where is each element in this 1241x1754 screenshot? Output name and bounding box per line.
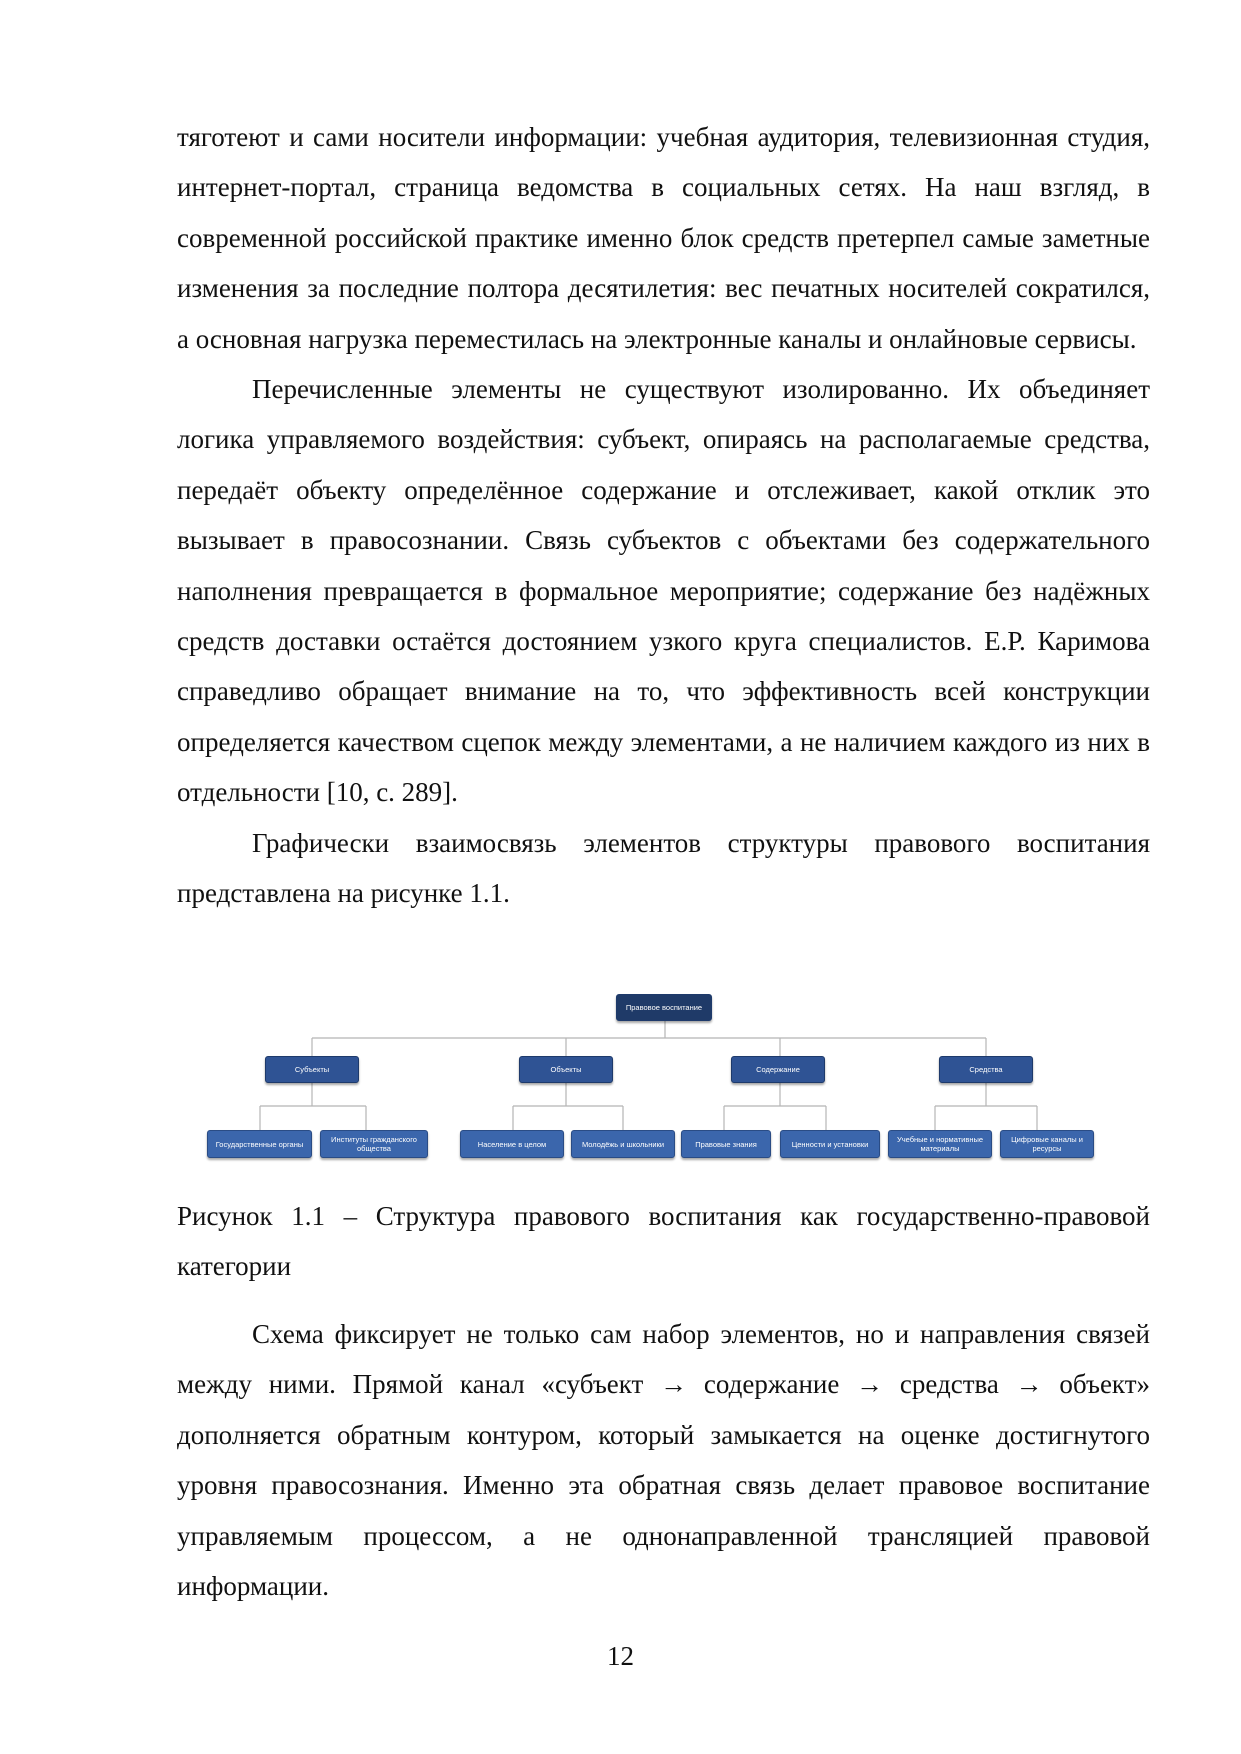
figure-caption: Рисунок 1.1 – Структура правового воспитания как государственно-правовой категории xyxy=(177,1201,1150,1281)
body-text-top xyxy=(177,112,1150,919)
diagram-node-means: Средства xyxy=(939,1056,1033,1083)
diagram-leaf-node: Ценности и установки xyxy=(780,1130,880,1158)
diagram-leaf-node: Институты гражданского общества xyxy=(320,1130,428,1158)
diagram-leaf-node: Правовые знания xyxy=(681,1130,771,1158)
diagram-leaf-node: Учебные и нормативные материалы xyxy=(888,1130,992,1158)
paragraph: Графически взаимосвязь элементов структуры правового воспитания представлена на рисунке 1.1. xyxy=(177,827,1150,909)
body-text-bottom xyxy=(177,1309,1150,1611)
paragraph: тяготеют и сами носители информации: учебная аудитория, телевизионная студия, интернет-портал, страница ведомства в социальных сетях. На наш взгляд, в современной российской практике именно блок средств претерпел самые заметные изменения за последние полтора десятилетия: вес печатных носителей сократился, а основная нагрузка переместилась на электронные каналы и онлайновые сервисы. xyxy=(177,122,1150,354)
diagram-root-node: Правовое воспитание xyxy=(616,994,712,1021)
paragraph: Схема фиксирует не только сам набор элементов, но и направления связей между ними. Прямой канал «субъект → содержание → средства → объект» дополняется обратным контуром, который замыкается на оценке достигнутого уровня правосознания. Именно эта обратная связь делает правовое воспитание управляемым процессом, а не однонаправленной трансляцией правовой информации. xyxy=(177,1319,1150,1602)
paragraph: Перечисленные элементы не существуют изолированно. Их объединяет логика управляемого воздействия: субъект, опираясь на располагаемые средства, передаёт объекту определённое содержание и отслеживает, какой отклик это вызывает в правосознании. Связь субъектов с объектами без содержательного наполнения превращается в формальное мероприятие; содержание без надёжных средств доставки остаётся достоянием узкого круга специалистов. Е.Р. Каримова справедливо обращает внимание на то, что эффективность всей конструкции определяется качеством сцепок между элементами, а не наличием каждого из них в отдельности [10, с. 289]. xyxy=(177,374,1150,808)
page-number: 12 xyxy=(607,1641,634,1671)
diagram-node-subjects: Субъекты xyxy=(265,1056,359,1083)
diagram-node-content: Содержание xyxy=(731,1056,825,1083)
diagram-leaf-node: Население в целом xyxy=(460,1130,564,1158)
diagram-leaf-node: Государственные органы xyxy=(207,1130,312,1158)
diagram-leaf-node: Молодёжь и школьники xyxy=(571,1130,675,1158)
diagram-leaf-node: Цифровые каналы и ресурсы xyxy=(1000,1130,1094,1158)
structure-diagram xyxy=(200,990,1100,1175)
diagram-node-objects: Объекты xyxy=(519,1056,613,1083)
